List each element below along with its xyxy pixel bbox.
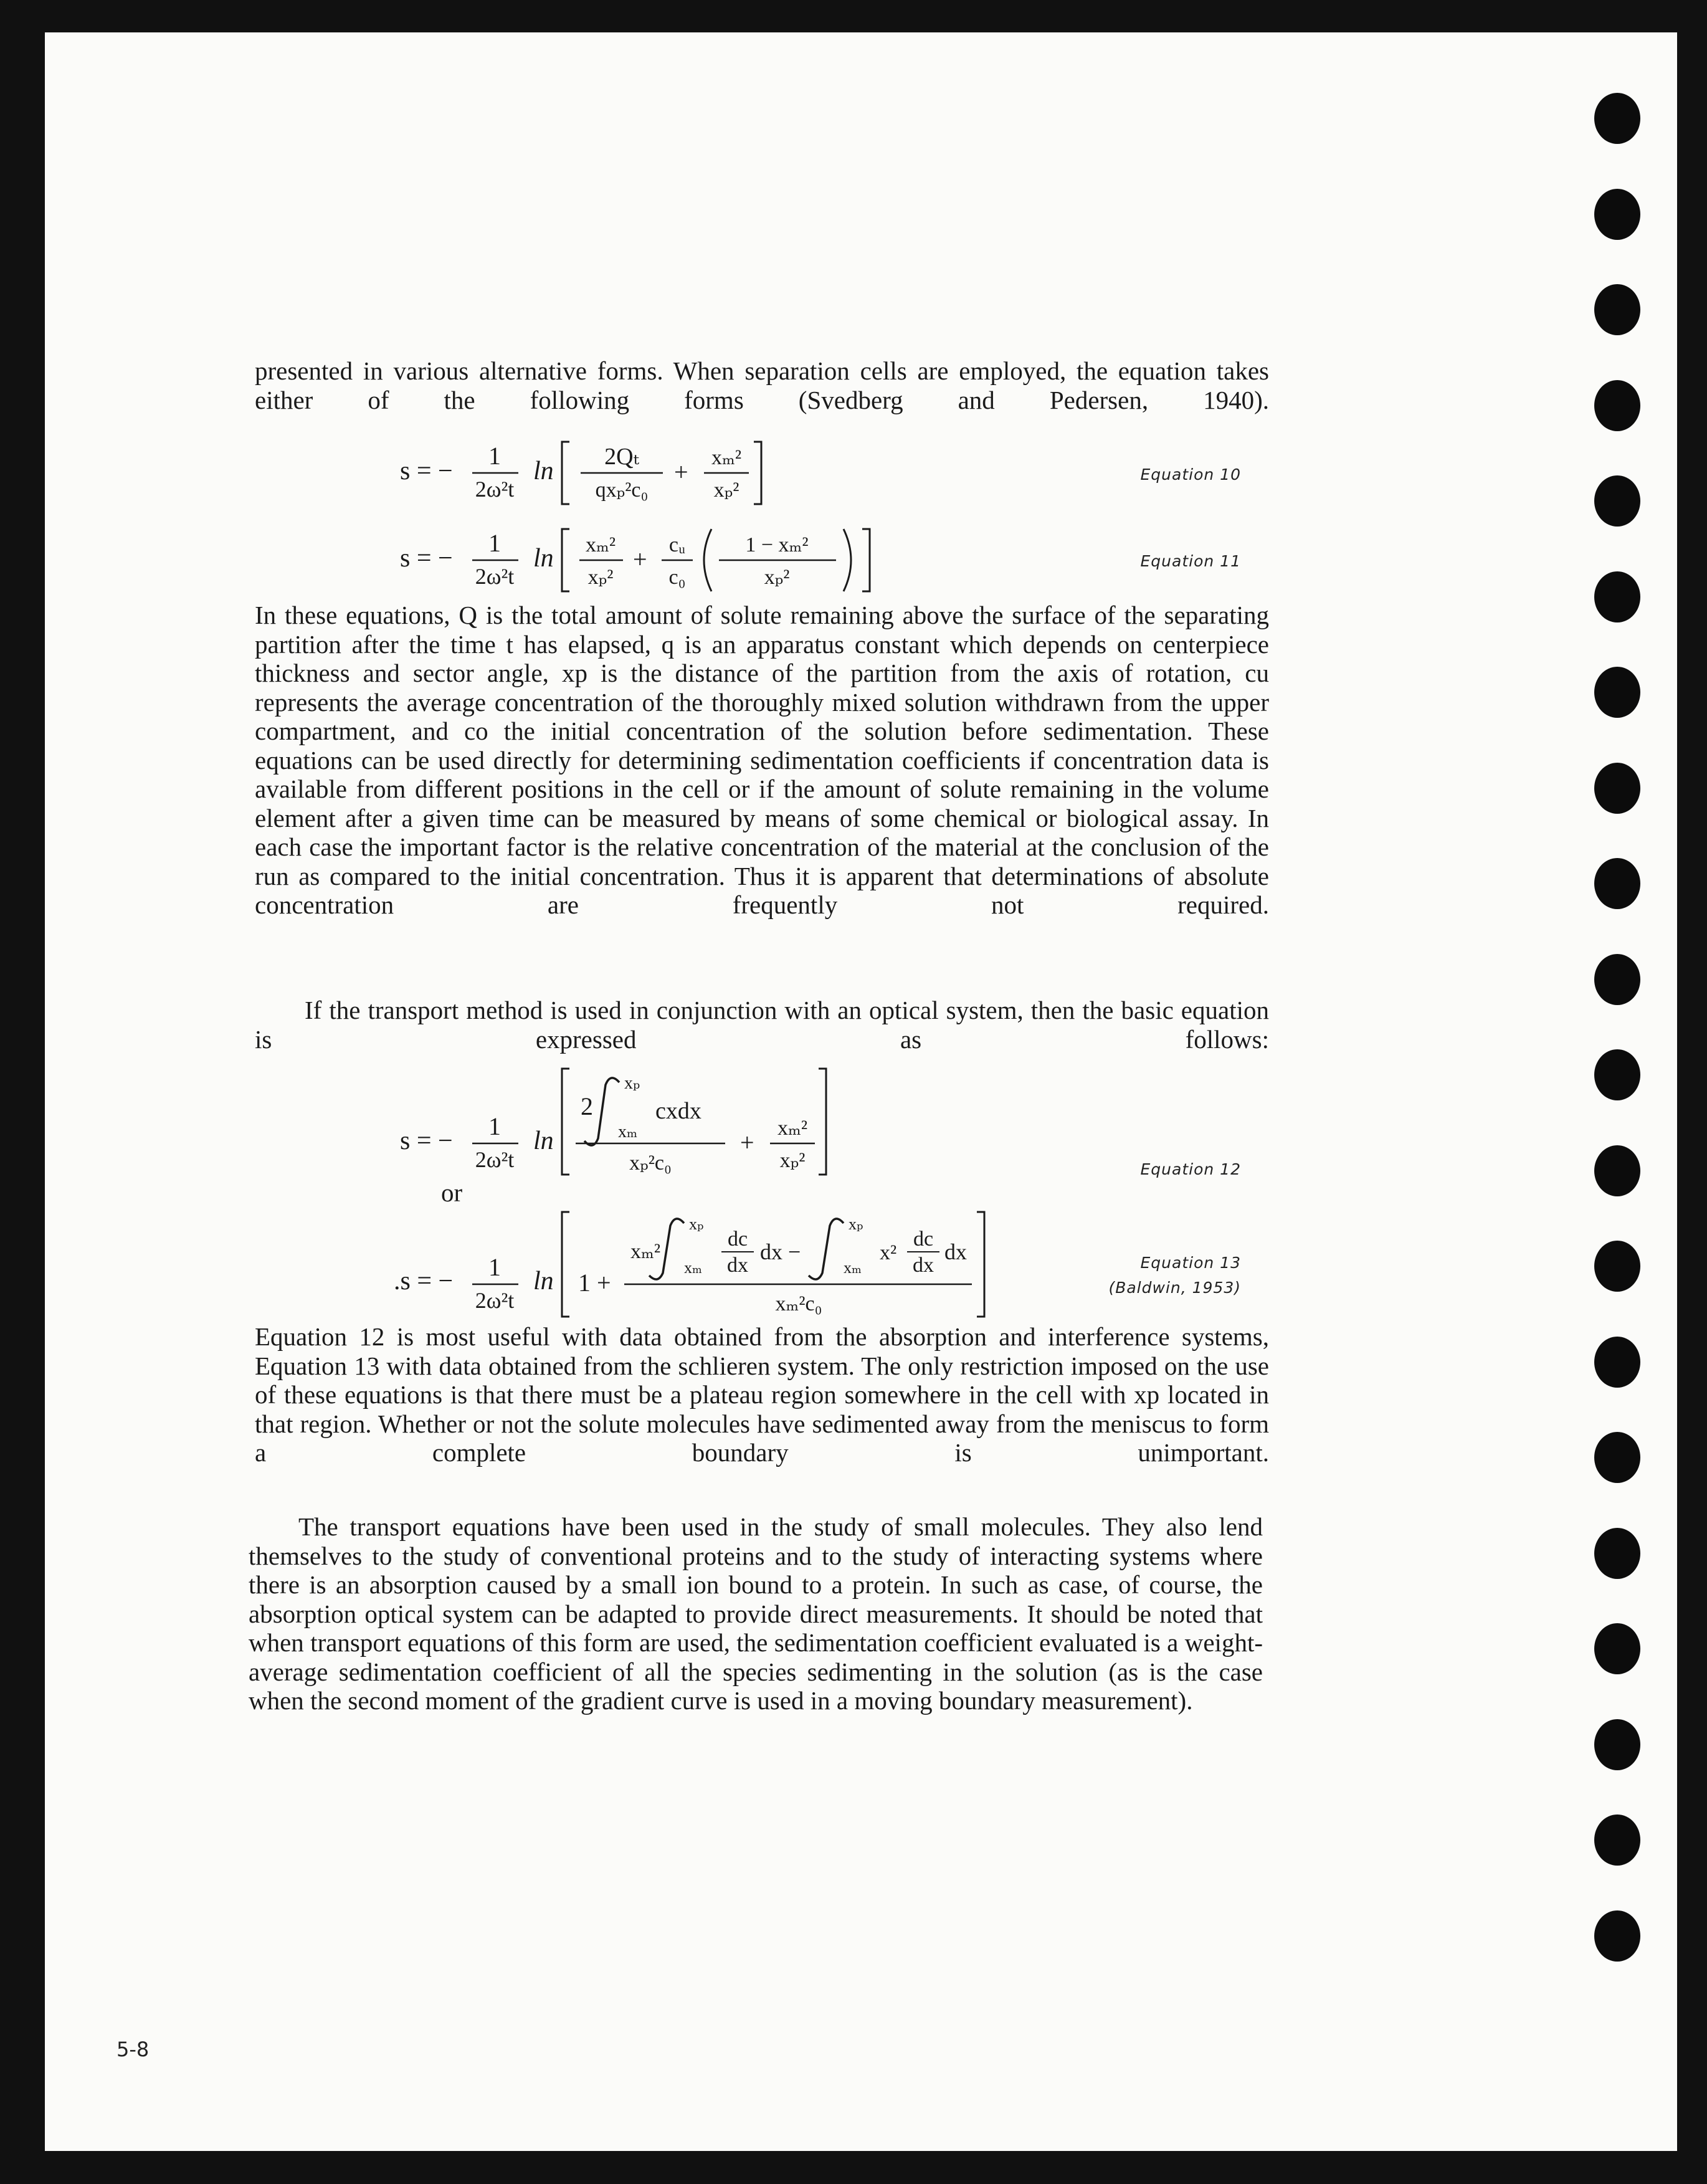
svg-text:xₘ²: xₘ² (630, 1240, 661, 1263)
equation-10 (400, 434, 898, 512)
document-page (45, 32, 1677, 2151)
svg-text:2: 2 (581, 1092, 593, 1120)
svg-text:.s = −: .s = − (394, 1267, 454, 1295)
svg-text:2ω²t: 2ω²t (475, 1288, 515, 1313)
binder-hole (1594, 93, 1640, 144)
equation-11-label: Equation 11 (1140, 552, 1241, 570)
svg-text:1 +: 1 + (578, 1269, 611, 1297)
svg-text:dc: dc (727, 1228, 748, 1251)
svg-text:xₘ²: xₘ² (777, 1117, 808, 1140)
binder-hole (1594, 571, 1640, 622)
binder-hole (1594, 763, 1640, 814)
svg-text:2Qₜ: 2Qₜ (604, 444, 639, 470)
equation-13-citation: (Baldwin, 1953) (1108, 1279, 1241, 1297)
svg-text:dx −: dx − (760, 1239, 801, 1264)
svg-text:cᵤ: cᵤ (668, 533, 686, 556)
svg-text:xₘ: xₘ (844, 1259, 862, 1277)
svg-text:2ω²t: 2ω²t (475, 1147, 515, 1172)
binder-hole (1594, 1814, 1640, 1866)
svg-text:s = −: s = − (400, 1127, 453, 1155)
svg-text:ln: ln (533, 1267, 554, 1295)
svg-text:xₚ: xₚ (689, 1215, 704, 1233)
binder-hole (1594, 667, 1640, 718)
equation-10-label: Equation 10 (1140, 465, 1241, 484)
svg-text:+: + (674, 458, 688, 486)
binder-hole (1594, 1528, 1640, 1579)
paragraph-transport-applications: The transport equations have been used in the study of small molecules. They also lend themselves to the study of conventional proteins and to the study of interacting systems where there is an absorption caused by a small ion bound to a protein. In such as case, of course, the absorption optical system can be adapted to provide direct measurements. It should be noted that when transport equations of this form are used, the sedimentation coefficient evaluated is a weight-average sedimentation coefficient of all the species sedimenting in the solution (as is the case when the second moment of the gradient curve is used in a moving boundary measurement). (249, 1512, 1263, 1715)
page-number: 5-8 (116, 2038, 150, 2061)
svg-text:xₘ: xₘ (684, 1259, 702, 1277)
equation-12-label: Equation 12 (1140, 1160, 1241, 1178)
equation-13-label: Equation 13 (1140, 1254, 1241, 1272)
svg-text:+: + (740, 1128, 754, 1156)
paragraph-equation-usage: Equation 12 is most useful with data obtained from the absorption and interference systems, Equation 13 with data obtained from the schlieren system. The only restriction imposed on the use of these equations is that there must be a plateau region somewhere in the cell with xp located in that region. Whether or not the solute molecules have sedimented away from the meniscus to form a complete boundary is unimportant. (255, 1322, 1269, 1467)
svg-text:1: 1 (488, 1253, 501, 1281)
binder-hole (1594, 1049, 1640, 1100)
paragraph-definitions: In these equations, Q is the total amount of solute remaining above the surface of the separating partition after the time t has elapsed, q is an apparatus constant which depends on centerpiece thickness and sector angle, xp is the distance of the partition from the axis of rotation, cu represents the average concentration of the thoroughly mixed solution withdrawn from the upper compartment, and co the initial concentration of the solution before sedimentation. These equations can be used directly for determining sedimentation coefficients if concentration data is available from different positions in the cell or if the amount of solute remaining in the volume element after a given time can be measured by means of some chemical or biological assay. In each case the important factor is the relative concentration of the material at the conclusion of the run as compared to the initial concentration. Thus it is apparent that determinations of absolute concentration are frequently not required. (255, 601, 1269, 919)
svg-text:xₚ: xₚ (624, 1074, 640, 1093)
svg-text:xₘ²: xₘ² (711, 446, 742, 469)
svg-text:dc: dc (913, 1228, 934, 1251)
svg-text:ln: ln (533, 544, 554, 573)
binder-hole (1594, 189, 1640, 240)
svg-text:xₘ²c₀: xₘ²c₀ (775, 1292, 822, 1315)
svg-text:xₚ: xₚ (849, 1215, 863, 1233)
svg-text:1: 1 (488, 529, 501, 557)
binder-hole (1594, 858, 1640, 909)
binder-hole (1594, 1719, 1640, 1770)
svg-text:1: 1 (488, 442, 501, 470)
equation-11 (400, 522, 961, 599)
svg-text:xₚ²c₀: xₚ²c₀ (629, 1152, 672, 1175)
paragraph-optical-intro: If the transport method is used in conjunction with an optical system, then the basic equation is expressed as follows: (255, 996, 1269, 1054)
svg-text:2ω²t: 2ω²t (475, 477, 515, 502)
binder-hole (1594, 954, 1640, 1005)
svg-text:cxdx: cxdx (655, 1098, 701, 1124)
svg-text:dx: dx (944, 1239, 967, 1264)
svg-text:ln: ln (533, 1127, 554, 1155)
svg-text:s = −: s = − (400, 544, 453, 573)
paragraph-intro: presented in various alternative forms. When separation cells are employed, the equation takes either of the following forms (Svedberg and Pedersen, 1940). (255, 356, 1269, 414)
svg-text:xₘ²: xₘ² (585, 533, 616, 556)
binder-hole (1594, 1623, 1640, 1674)
svg-text:x²: x² (880, 1241, 897, 1264)
svg-text:xₚ²: xₚ² (587, 566, 614, 589)
svg-text:ln: ln (533, 457, 554, 485)
svg-text:1 − xₘ²: 1 − xₘ² (745, 533, 809, 556)
equation-12 (400, 1064, 961, 1203)
svg-text:qxₚ²c₀: qxₚ²c₀ (595, 479, 649, 502)
binder-hole (1594, 1145, 1640, 1196)
svg-text:dx: dx (913, 1254, 934, 1277)
svg-text:1: 1 (488, 1112, 501, 1140)
svg-text:2ω²t: 2ω²t (475, 564, 515, 589)
svg-text:s = −: s = − (400, 457, 453, 485)
binder-hole (1594, 1432, 1640, 1483)
svg-text:c₀: c₀ (668, 566, 686, 589)
binder-hole (1594, 284, 1640, 335)
binder-hole (1594, 1910, 1640, 1962)
equation-13 (394, 1207, 1079, 1328)
binder-hole (1594, 380, 1640, 431)
svg-text:xₚ²: xₚ² (764, 566, 790, 589)
binder-hole (1594, 475, 1640, 527)
binder-hole (1594, 1337, 1640, 1388)
svg-text:xₚ²: xₚ² (713, 479, 739, 502)
svg-text:+: + (633, 545, 647, 573)
svg-text:xₚ²: xₚ² (779, 1149, 806, 1172)
binder-hole (1594, 1241, 1640, 1292)
svg-text:dx: dx (727, 1254, 748, 1277)
svg-text:xₘ: xₘ (618, 1122, 638, 1142)
equation-connector: or (441, 1178, 463, 1207)
